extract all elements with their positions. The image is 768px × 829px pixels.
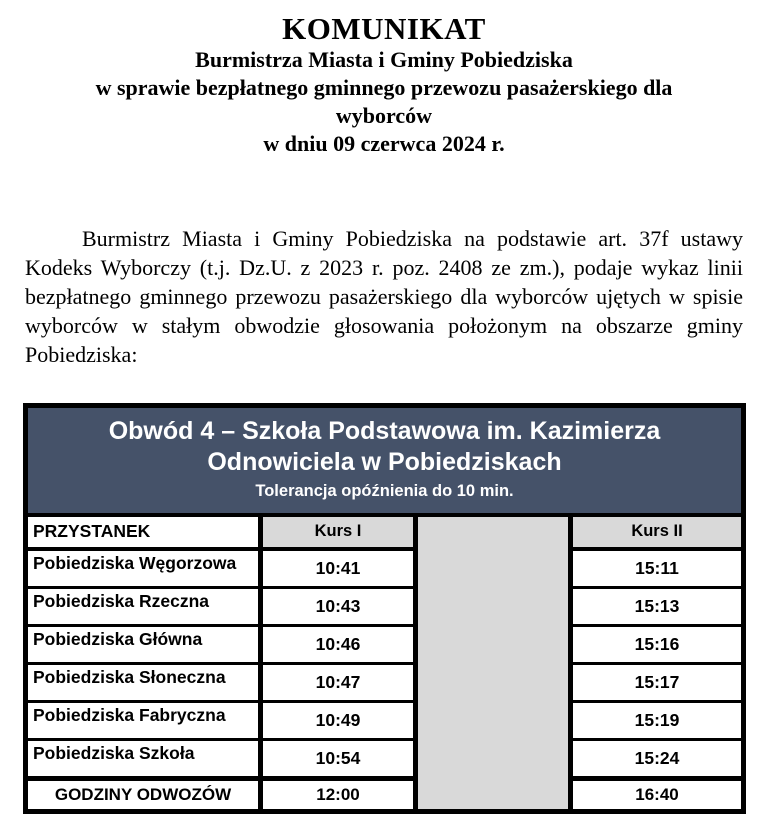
kurs1-time-cell: 10:43: [263, 589, 413, 627]
kurs1-time-cell: 10:54: [263, 741, 413, 781]
kurs1-column: [258, 517, 413, 809]
kurs2-column: [573, 517, 741, 809]
stops-column: [28, 517, 258, 809]
kurs1-time-cell: 10:41: [263, 551, 413, 589]
footer-label-cell: GODZINY ODWOZÓW: [28, 781, 258, 809]
stop-name-cell: Pobiedziska Węgorzowa: [28, 551, 258, 589]
stop-name-cell: Pobiedziska Fabryczna: [28, 703, 258, 741]
kurs2-time-cell: 15:19: [573, 703, 741, 741]
kurs2-time-cell: 15:17: [573, 665, 741, 703]
timetable-body: [28, 517, 741, 809]
footer-time-kurs1: 12:00: [263, 781, 413, 809]
stop-name-cell: Pobiedziska Słoneczna: [28, 665, 258, 703]
stop-name-cell: Pobiedziska Główna: [28, 627, 258, 665]
timetable: [23, 403, 746, 814]
footer-time-kurs2: 16:40: [573, 781, 741, 809]
stop-name-cell: Pobiedziska Szkoła: [28, 741, 258, 781]
intro-paragraph: Burmistrz Miasta i Gminy Pobiedziska na podstawie art. 37f ustawy Kodeks Wyborczy (t.j. Dz.U. z 2023 r. poz. 2408 ze zm.), podaje wykaz linii bezpłatnego gminnego przewozu pasażerskiego dla wyborców ujętych w spisie wyborców w stałym obwodzie głosowania położonym na obszarze gminy Pobiedziska:: [25, 226, 743, 367]
kurs2-time-cell: 15:11: [573, 551, 741, 589]
column-header-kurs2: Kurs II: [573, 517, 741, 551]
column-header-przystanek: PRZYSTANEK: [28, 517, 258, 551]
tolerance-note: Tolerancja opóźnienia do 10 min.: [255, 482, 514, 500]
document-title: KOMUNIKAT: [282, 11, 486, 46]
column-header-kurs1: Kurs I: [263, 517, 413, 551]
subtitle-line-subject-wrap: wyborców: [335, 103, 433, 128]
subtitle-line-issuer: Burmistrza Miasta i Gminy Pobiedziska: [195, 47, 573, 72]
kurs1-time-cell: 10:49: [263, 703, 413, 741]
spacer-column: [413, 517, 573, 809]
zone-title: Obwód 4 – Szkoła Podstawowa im. Kazimierza Odnowiciela w Pobiedziskach: [108, 417, 661, 476]
stop-name-cell: Pobiedziska Rzeczna: [28, 589, 258, 627]
kurs2-time-cell: 15:16: [573, 627, 741, 665]
subtitle-line-subject: w sprawie bezpłatnego gminnego przewozu pasażerskiego dla: [95, 75, 673, 100]
kurs2-time-cell: 15:13: [573, 589, 741, 627]
kurs1-time-cell: 10:46: [263, 627, 413, 665]
kurs2-time-cell: 15:24: [573, 741, 741, 781]
document-header: [0, 0, 768, 158]
subtitle-line-date: w dniu 09 czerwca 2024 r.: [263, 131, 505, 156]
timetable-header-banner: [28, 408, 741, 517]
kurs1-time-cell: 10:47: [263, 665, 413, 703]
